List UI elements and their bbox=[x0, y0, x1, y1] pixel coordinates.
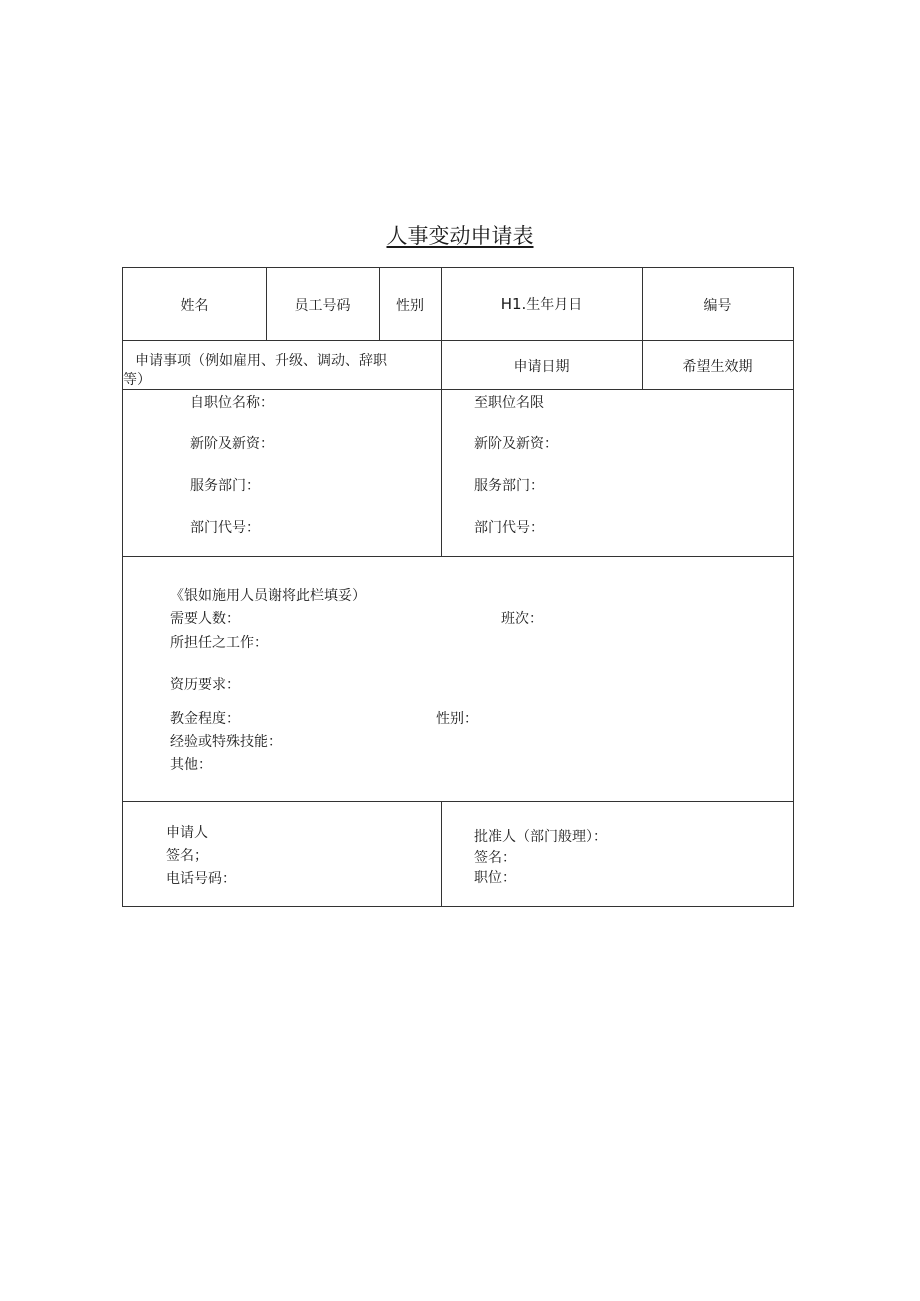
approver-position-label: 职位： bbox=[474, 870, 516, 886]
row-divider bbox=[123, 801, 793, 802]
page-title: 人事变动申请表 bbox=[386, 224, 534, 248]
from-position-label: 自职位名称： bbox=[190, 395, 274, 411]
other-label: 其他： bbox=[170, 757, 212, 773]
to-department-label: 服务部门： bbox=[474, 478, 544, 494]
applicant-title: 申请人 bbox=[166, 825, 208, 841]
experience-label: 经验或特殊技能： bbox=[170, 734, 282, 750]
applicant-sign-label: 签名； bbox=[166, 848, 208, 864]
to-dept-code-label: 部门代号： bbox=[474, 520, 544, 536]
gender-header: 性别 bbox=[396, 298, 424, 314]
hiring-note: 《银如施用人员谢将此栏填妥） bbox=[170, 588, 366, 604]
to-position-label: 至职位名限 bbox=[474, 395, 544, 411]
birth-prefix: H1. bbox=[500, 295, 527, 313]
to-grade-salary-label: 新阶及新资： bbox=[474, 436, 558, 452]
name-header: 姓名 bbox=[180, 298, 209, 314]
birth-label: 生年月日 bbox=[526, 297, 583, 313]
from-department-label: 服务部门： bbox=[190, 478, 260, 494]
serial-no-header: 编号 bbox=[703, 298, 732, 314]
row-divider bbox=[123, 340, 793, 341]
apply-date-label: 申请日期 bbox=[513, 359, 570, 375]
approver-title: 批准人（部门般理）： bbox=[474, 829, 607, 845]
row-divider bbox=[123, 389, 793, 390]
hiring-gender-label: 性别： bbox=[436, 711, 478, 727]
qualification-label: 资历要求： bbox=[170, 677, 240, 693]
personnel-change-form bbox=[122, 267, 794, 907]
request-item-label-line1: 申请事项（例如雇用、升级、调动、辞职 bbox=[135, 353, 387, 369]
col-divider bbox=[441, 801, 442, 906]
request-item-label-line2: 等） bbox=[123, 372, 151, 388]
education-label: 教金程度： bbox=[170, 711, 240, 727]
from-grade-salary-label: 新阶及新资： bbox=[190, 436, 274, 452]
shift-label: 班次： bbox=[501, 611, 543, 627]
row-divider bbox=[123, 556, 793, 557]
duties-label: 所担任之工作： bbox=[170, 635, 268, 651]
headcount-label: 需要人数： bbox=[170, 611, 240, 627]
from-dept-code-label: 部门代号： bbox=[190, 520, 260, 536]
applicant-phone-label: 电话号码： bbox=[166, 871, 236, 887]
birth-date-header bbox=[441, 294, 642, 314]
employee-no-header: 员工号码 bbox=[294, 298, 351, 314]
effective-date-label: 希望生效期 bbox=[682, 359, 753, 375]
approver-sign-label: 签名： bbox=[474, 850, 516, 866]
